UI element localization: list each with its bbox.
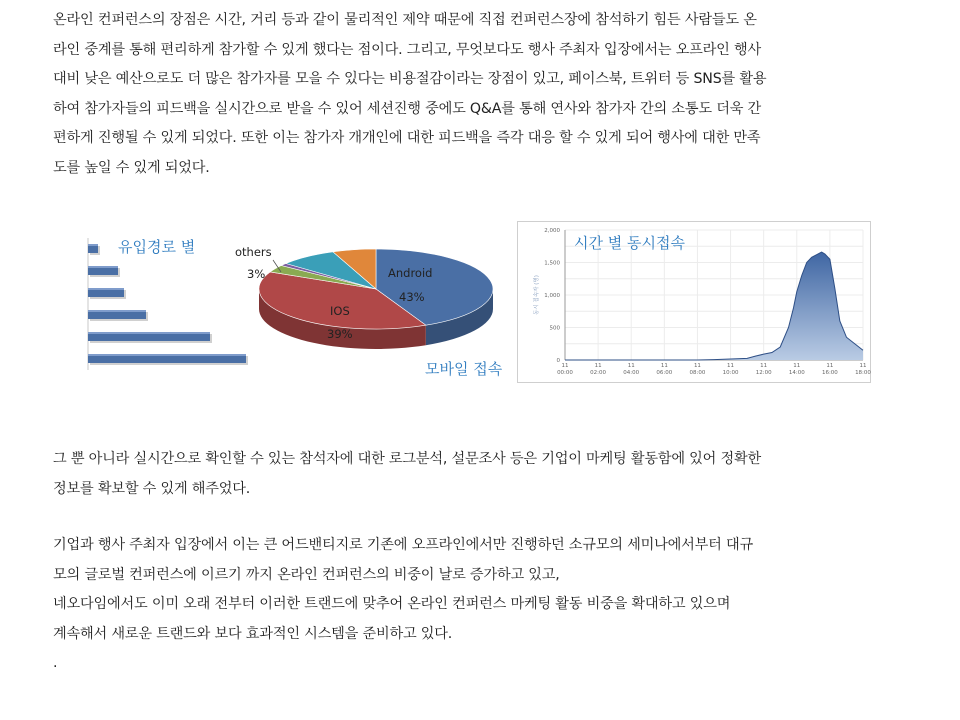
text-line: 계속해서 새로운 트랜드와 보다 효과적인 시스템을 준비하고 있다. (53, 625, 453, 642)
x-tick-label: 02:00 (590, 370, 607, 376)
x-tick-label: 18:00 (855, 370, 871, 376)
x-tick-label: 04:00 (623, 370, 640, 376)
text-line: 라인 중계를 통해 편리하게 참가할 수 있게 했다는 점이다. 그리고, 무엇보다도 행사 주최자 입장에서는 오프라인 행사 (53, 41, 762, 58)
y-tick-label: 500 (549, 325, 560, 332)
bar-highlight (88, 310, 146, 312)
closing-paragraph (53, 531, 903, 679)
x-tick-label: 11 (859, 363, 867, 369)
text-line: . (53, 655, 58, 672)
pie-label-android: Android (388, 266, 433, 280)
x-tick-label: 16:00 (821, 370, 838, 376)
pie-value-ios: 39% (327, 327, 353, 341)
x-tick-label: 10:00 (722, 370, 739, 376)
bar-highlight (88, 354, 246, 356)
x-tick-label: 12:00 (755, 370, 772, 376)
text-line: 하여 참가자들의 피드백을 실시간으로 받을 수 있어 세션진행 중에도 Q&A를 통해 연사와 참가자 간의 소통도 더욱 간 (53, 100, 762, 117)
bar-chart-title: 유입경로 별 (118, 238, 196, 256)
pie-value-android: 43% (399, 290, 425, 304)
intro-paragraph (53, 6, 903, 184)
x-tick-label: 11 (727, 363, 735, 369)
concurrent-users-figure (517, 221, 871, 383)
text-line: 모의 글로벌 컨퍼런스에 이르기 까지 온라인 컨퍼런스의 비중이 날로 증가하고 있고, (53, 566, 560, 583)
x-tick-label: 11 (793, 363, 801, 369)
x-tick-label: 14:00 (788, 370, 805, 376)
bar-highlight (88, 332, 210, 334)
text-line: 네오다임에서도 이미 오래 전부터 이러한 트랜드에 맞추어 온라인 컨퍼런스 마케팅 활동 비중을 확대하고 있으며 (53, 596, 731, 613)
x-tick-label: 11 (660, 363, 668, 369)
y-tick-label: 2,000 (544, 228, 560, 234)
pie-label-others: others (235, 245, 272, 259)
x-tick-label: 11 (627, 363, 635, 369)
area-chart (518, 222, 872, 384)
x-tick-label: 06:00 (656, 370, 673, 376)
pie-caption: 모바일 접속 (425, 360, 503, 378)
text-line: 대비 낮은 예산으로도 더 많은 참가자를 모을 수 있다는 비용절감이라는 장점이 있고, 페이스북, 트위터 등 SNS를 활용 (53, 71, 767, 88)
x-tick-label: 00:00 (557, 370, 573, 376)
bar-highlight (88, 266, 118, 268)
y-tick-label: 1,500 (544, 260, 560, 267)
text-line: 그 뿐 아니라 실시간으로 확인할 수 있는 참석자에 대한 로그분석, 설문조사 등은 기업이 마케팅 활동함에 있어 정확한 (53, 451, 762, 467)
text-line: 도를 높일 수 있게 되었다. (53, 159, 210, 176)
y-axis-label: 동시 접속자 (명) (534, 275, 540, 315)
text-line: 정보를 확보할 수 있게 해주었다. (53, 480, 251, 497)
bar-highlight (88, 244, 98, 246)
x-tick-label: 11 (693, 363, 701, 369)
x-tick-label: 11 (594, 363, 602, 369)
bar-highlight (88, 288, 124, 290)
x-tick-label: 11 (561, 363, 569, 369)
text-line: 기업과 행사 주최자 입장에서 이는 큰 어드밴티지로 기존에 오프라인에서만 진행하던 소규모의 세미나에서부터 대규 (53, 537, 753, 553)
y-tick-label: 1,000 (544, 293, 560, 299)
x-tick-label: 08:00 (689, 370, 706, 376)
pie-value-others: 3% (247, 267, 266, 281)
text-line: 온라인 컨퍼런스의 장점은 시간, 거리 등과 같이 물리적인 제약 때문에 직접 컨퍼런스장에 참석하기 힘든 사람들도 온 (53, 12, 757, 28)
channel-and-mobile-figure (80, 228, 516, 383)
pie-label-ios: IOS (330, 304, 350, 318)
analytics-paragraph (53, 445, 903, 504)
x-tick-label: 11 (760, 363, 768, 369)
x-tick-label: 11 (826, 363, 834, 369)
area-chart-title: 시간 별 동시접속 (574, 234, 685, 252)
text-line: 편하게 진행될 수 있게 되었다. 또한 이는 참가자 개개인에 대한 피드백을 즉각 대응 할 수 있게 되어 행사에 대한 만족 (53, 130, 761, 147)
y-tick-label: 0 (556, 358, 560, 364)
